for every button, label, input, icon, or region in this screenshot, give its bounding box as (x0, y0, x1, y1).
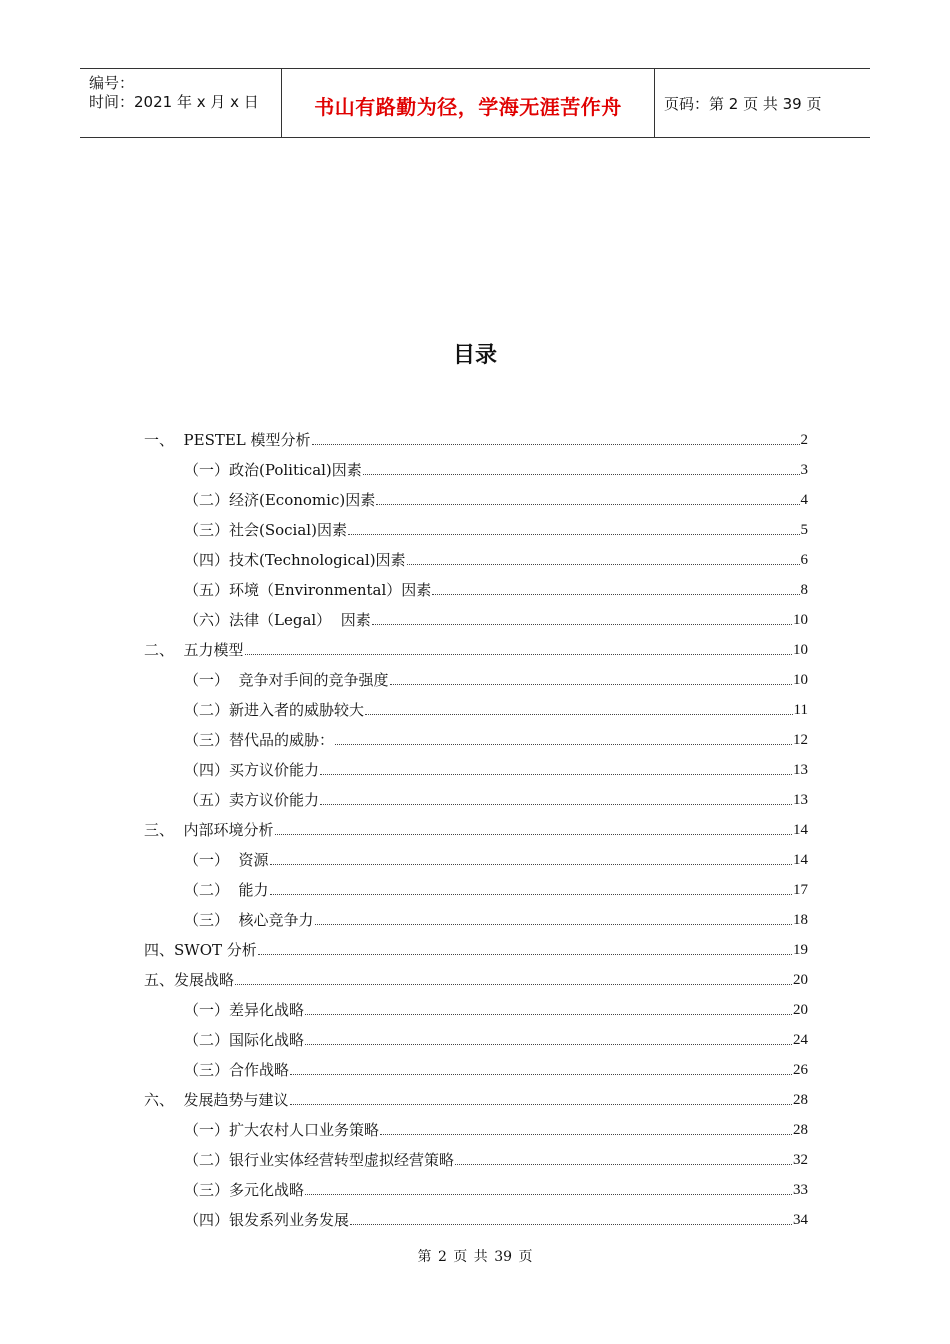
toc-entry[interactable] (144, 1050, 808, 1080)
toc-entry-page: 14 (793, 822, 808, 838)
toc-entry-title: （三）社会(Social)因素 (184, 521, 347, 539)
toc-dot-leader (350, 1224, 792, 1225)
toc-entry-page: 10 (793, 672, 808, 688)
toc-dot-leader (372, 624, 792, 625)
toc-dot-leader (315, 924, 792, 925)
toc-entry[interactable] (144, 750, 808, 780)
toc-dot-leader (365, 714, 793, 715)
toc-dot-leader (320, 774, 792, 775)
toc-entry-title: 三、 内部环境分析 (144, 821, 274, 839)
toc-entry[interactable] (144, 900, 808, 930)
page-footer: 第 2 页 共 39 页 (417, 1249, 533, 1265)
toc-entry[interactable] (144, 690, 808, 720)
toc-entry-title: （一）扩大农村人口业务策略 (184, 1121, 380, 1139)
header-page-info: 页码：第 2 页 共 39 页 (664, 95, 822, 113)
toc-entry-title: （一）差异化战略 (184, 1001, 305, 1019)
toc-entry-page: 26 (793, 1062, 808, 1078)
toc-dot-leader (432, 594, 799, 595)
toc-entry-page: 4 (800, 492, 808, 508)
page-header (80, 68, 870, 138)
toc-entry-title: 四、SWOT 分析 (144, 941, 257, 959)
toc-dot-leader (455, 1164, 792, 1165)
toc-dot-leader (270, 864, 792, 865)
toc-entry[interactable] (144, 480, 808, 510)
toc-entry-title: 二、 五力模型 (144, 641, 244, 659)
toc-entry-page: 34 (793, 1212, 808, 1228)
toc-entry-page: 28 (793, 1092, 808, 1108)
toc-dot-leader (380, 1134, 792, 1135)
toc-entry-page: 2 (800, 432, 808, 448)
toc-dot-leader (363, 474, 800, 475)
toc-entry-page: 20 (793, 1002, 808, 1018)
toc-dot-leader (270, 894, 792, 895)
header-motto: 书山有路勤为径，学海无涯苦作舟 (314, 95, 622, 119)
toc-entry-title: （一） 资源 (184, 851, 269, 869)
toc-entry-title: （三）替代品的威胁： (184, 731, 335, 749)
toc-entry-title: 一、 PESTEL 模型分析 (144, 431, 311, 449)
toc-entry[interactable] (144, 570, 808, 600)
toc-dot-leader (235, 984, 792, 985)
toc-entry[interactable] (144, 840, 808, 870)
toc-entry-title: （五）卖方议价能力 (184, 791, 320, 809)
toc-entry[interactable] (144, 990, 808, 1020)
toc-entry[interactable] (144, 1110, 808, 1140)
toc-dot-leader (348, 534, 800, 535)
toc-dot-leader (258, 954, 792, 955)
toc-entry-page: 18 (793, 912, 808, 928)
header-motto-cell (282, 69, 655, 137)
toc-entry-page: 5 (800, 522, 808, 538)
toc-dot-leader (290, 1104, 792, 1105)
toc-entry-page: 33 (793, 1182, 808, 1198)
toc-entry-page: 24 (793, 1032, 808, 1048)
toc-dot-leader (305, 1044, 792, 1045)
toc-entry-page: 19 (793, 942, 808, 958)
toc-entry-page: 17 (793, 882, 808, 898)
toc-entry-title: 六、 发展趋势与建议 (144, 1091, 289, 1109)
toc-entry-page: 14 (793, 852, 808, 868)
toc-entry-title: （二）银行业实体经营转型虚拟经营策略 (184, 1151, 455, 1169)
toc-entry-page: 8 (800, 582, 808, 598)
toc-entry[interactable] (144, 930, 808, 960)
toc-entry-title: （三）合作战略 (184, 1061, 290, 1079)
toc-entry[interactable] (144, 870, 808, 900)
toc-dot-leader (305, 1014, 792, 1015)
toc-entry-title: （四）银发系列业务发展 (184, 1211, 350, 1229)
header-meta-cell (80, 69, 282, 137)
time-label: 时间：2021 年 x 月 x 日 (89, 93, 259, 111)
toc-dot-leader (275, 834, 792, 835)
toc-entry[interactable] (144, 1200, 808, 1230)
toc-entry-title: （一）政治(Political)因素 (184, 461, 362, 479)
toc-entry-title: （二）国际化战略 (184, 1031, 305, 1049)
toc-entry[interactable] (144, 660, 808, 690)
toc-entry-page: 3 (800, 462, 808, 478)
toc-entry[interactable] (144, 600, 808, 630)
toc-entry-page: 32 (793, 1152, 808, 1168)
toc-dot-leader (245, 654, 792, 655)
toc-entry[interactable] (144, 510, 808, 540)
toc-entry-page: 20 (793, 972, 808, 988)
toc-entry-title: （四）买方议价能力 (184, 761, 320, 779)
toc-entry-title: （二）新进入者的威胁较大 (184, 701, 365, 719)
toc-entry-page: 13 (793, 762, 808, 778)
toc-entry[interactable] (144, 1140, 808, 1170)
serial-label: 编号： (89, 74, 135, 92)
toc-entry-page: 12 (793, 732, 808, 748)
toc-entry[interactable] (144, 1020, 808, 1050)
toc-entry[interactable] (144, 1080, 808, 1110)
toc-dot-leader (335, 744, 792, 745)
toc-entry[interactable] (144, 420, 808, 450)
toc-dot-leader (290, 1074, 792, 1075)
header-page-cell (655, 69, 870, 137)
toc-entry-page: 10 (793, 642, 808, 658)
toc-entry[interactable] (144, 810, 808, 840)
toc-entry-title: （四）技术(Technological)因素 (184, 551, 406, 569)
table-of-contents (144, 420, 808, 1230)
toc-entry-page: 28 (793, 1122, 808, 1138)
toc-dot-leader (390, 684, 792, 685)
toc-entry-title: （三） 核心竞争力 (184, 911, 314, 929)
toc-entry[interactable] (144, 540, 808, 570)
page-title: 目录 (452, 343, 497, 368)
toc-entry-title: （三）多元化战略 (184, 1181, 305, 1199)
toc-entry-title: （二）经济(Economic)因素 (184, 491, 376, 509)
toc-entry-page: 13 (793, 792, 808, 808)
toc-entry-title: （六）法律（Legal） 因素 (184, 611, 371, 629)
toc-entry-title: （一） 竞争对手间的竞争强度 (184, 671, 389, 689)
toc-entry-title: 五、发展战略 (144, 971, 235, 989)
toc-entry[interactable] (144, 450, 808, 480)
toc-entry[interactable] (144, 960, 808, 990)
toc-entry[interactable] (144, 630, 808, 660)
toc-entry-page: 11 (793, 702, 808, 718)
toc-entry-title: （二） 能力 (184, 881, 269, 899)
toc-dot-leader (320, 804, 792, 805)
toc-dot-leader (407, 564, 800, 565)
toc-entry-page: 6 (800, 552, 808, 568)
toc-dot-leader (305, 1194, 792, 1195)
toc-entry[interactable] (144, 720, 808, 750)
toc-entry-title: （五）环境（Environmental）因素 (184, 581, 432, 599)
toc-dot-leader (312, 444, 800, 445)
toc-dot-leader (376, 504, 799, 505)
toc-entry[interactable] (144, 1170, 808, 1200)
toc-entry-page: 10 (793, 612, 808, 628)
toc-entry[interactable] (144, 780, 808, 810)
